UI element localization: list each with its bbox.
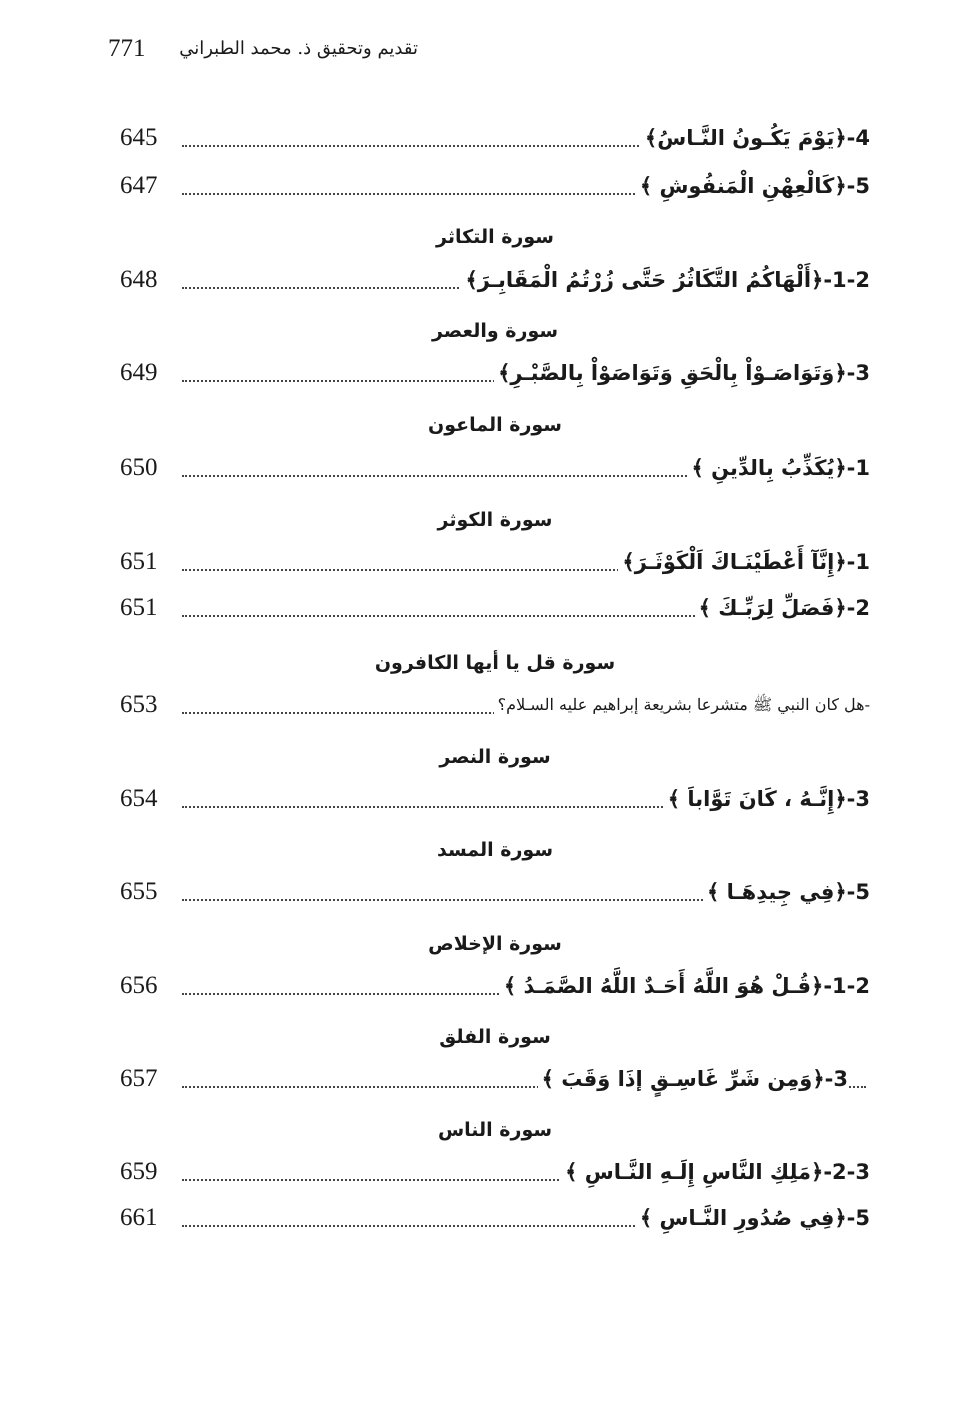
entry-page-number: 656 [120,972,158,999]
toc-entry [120,262,870,302]
toc-entry [120,1154,870,1194]
page-number: 771 [108,35,146,62]
running-title: تقديم وتحقيق ذ. محمد الطبراني [179,38,418,59]
toc-entry [120,590,870,630]
entry-title: 4-﴿يَوْمَ يَكُـونُ النَّـاسُ﴾ [641,120,870,156]
toc-entry [120,544,870,584]
entry-title: -هل كان النبي ﷺ متشرعا بشريعة إبراهيم عليه السـلام؟ [494,687,870,723]
entry-title: 5-﴿كَالْعِهْنِ الْمَنفُوشِ ﴾ [636,168,870,204]
entry-title: 2-3-﴿مَلِكِ النَّاسِ إِلَـهِ النَّـاسِ ﴾ [561,1154,870,1190]
surah-heading: سورة الماعون [428,414,562,436]
surah-heading: سورة المسد [436,839,554,861]
surah-heading: سورة الناس [437,1119,553,1141]
entry-page-number: 645 [120,124,158,151]
entry-title: 5-﴿فِي جِيدِهَـا ﴾ [703,874,870,910]
toc-entry [120,120,870,160]
surah-heading: سورة الإخلاص [428,933,562,955]
entry-page-number: 650 [120,454,158,481]
entry-page-number: 661 [120,1204,158,1231]
entry-page-number: 651 [120,594,158,621]
surah-heading: سورة قل يا أيها الكافرون [374,652,616,674]
toc-entry [120,1200,870,1240]
entry-title: 1-2-﴿أَلْهَاكُمُ التَّكَاثُرُ حَتَّى زُرْتُمُ الْمَقَابِـرَ﴾ [461,262,870,298]
entry-page-number: 647 [120,172,158,199]
surah-heading: سورة التكاثر [436,226,554,248]
entry-page-number: 657 [120,1065,158,1092]
entry-page-number: 654 [120,785,158,812]
entry-page-number: 651 [120,548,158,575]
entry-page-number: 659 [120,1158,158,1185]
toc-entry [120,874,870,914]
entry-title: 3-﴿إِنَّـهُ ، كَانَ تَوَّاباَ ﴾ [664,781,870,817]
toc-entry [120,355,870,395]
entry-page-number: 648 [120,266,158,293]
entry-page-number: 653 [120,691,158,718]
toc-entry [120,687,870,727]
surah-heading: سورة الكوثر [437,509,553,531]
surah-heading: سورة الفلق [439,1026,551,1048]
entry-page-number: 649 [120,359,158,386]
entry-title: 2-﴿فَصَلِّ لِرَبِّـكَ ﴾ [695,590,870,626]
entry-page-number: 655 [120,878,158,905]
toc-entry [120,781,870,821]
toc-entry [120,168,870,208]
toc-entry [120,450,870,490]
entry-title: 3-﴿وَتَوَاصَـوْاْ بِالْحَقِ وَتَوَاصَوْاْ بِالصَّبْـرِ﴾ [494,355,870,391]
entry-title: 1-2-﴿قُـلْ هُوَ اللَّهُ أَحَـدٌ اللَّهُ الصَّمَـدُ ﴾ [500,968,870,1004]
surah-heading: سورة والعصر [431,320,559,342]
entry-title: 1-﴿يُكَذِّبُ بِالدِّينِ ﴾ [688,450,870,486]
surah-heading: سورة النصر [439,746,551,768]
entry-title: 5-﴿فِي صُدُورِ النَّـاسِ ﴾ [636,1200,870,1236]
entry-title: 3-﴿وَمِن شَرِّ غَاسِـقٍ إذَا وَقَبَ ﴾ [538,1061,848,1097]
page-header [108,34,418,74]
entry-title: 1-﴿إِنَّآ أَعْطَيْنَـاكَ اَلْكَوْثَـرَ﴾ [618,544,870,580]
toc-entry [120,1061,870,1101]
toc-entry [120,968,870,1008]
